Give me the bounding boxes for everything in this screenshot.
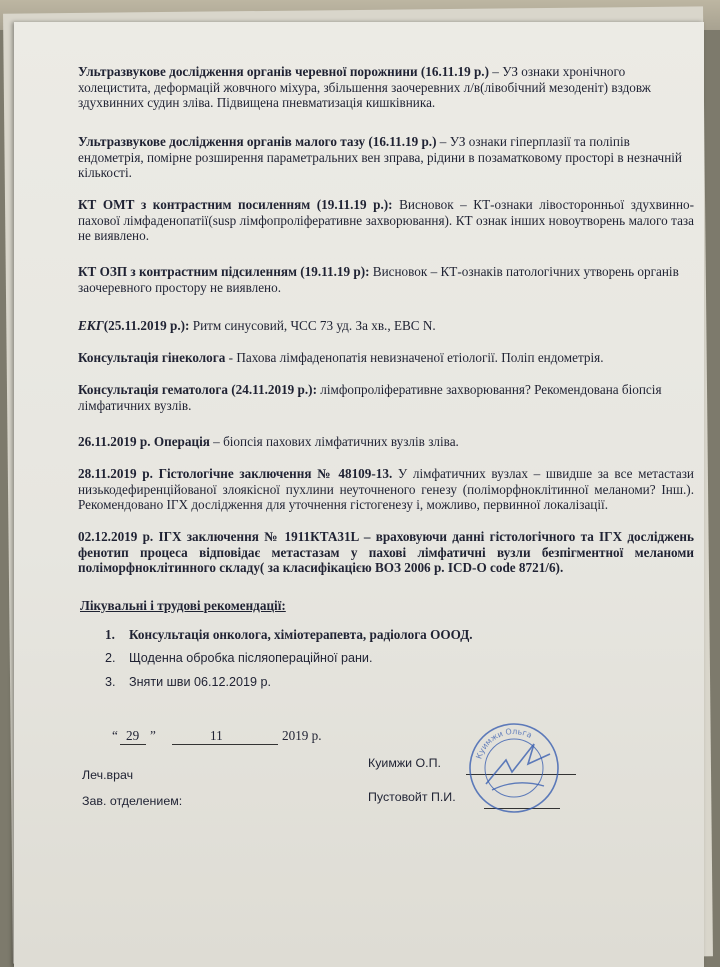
date-month: 11 bbox=[210, 728, 223, 743]
paragraph-ct-pelvis bbox=[78, 197, 694, 244]
doctor-name: Куимжи О.П. bbox=[368, 756, 441, 770]
section-text: – УЗ ознаки гіперплазії та поліпів ендометрія, помірне розширення параметральних вен зправа, рідини в позаматковому просторі в незначній кількості. bbox=[78, 134, 682, 180]
section-text: лімфопроліферативне захворювання? Рекомендована біопсія лімфатичних вузлів. bbox=[78, 382, 662, 413]
section-text: – біопсія пахових лімфатичних вузлів зліва. bbox=[209, 434, 459, 449]
recommendation-number: 1. bbox=[105, 627, 115, 642]
date-day-underline bbox=[120, 744, 146, 745]
recommendation-number: 2. bbox=[105, 651, 116, 665]
paragraph-operation bbox=[78, 434, 694, 450]
paragraph-ecg bbox=[78, 318, 694, 334]
section-text: Висновок – КТ-ознаків патологічних утворень органів заочеревного простору не виявлено. bbox=[78, 264, 679, 295]
date-day: 29 bbox=[126, 728, 140, 743]
recommendation-item bbox=[105, 651, 372, 665]
head-of-department-name: Пустовойт П.И. bbox=[368, 790, 456, 804]
paragraph-hematologist bbox=[78, 382, 694, 413]
paragraph-pelvic-ultrasound bbox=[78, 134, 694, 181]
stamp-text: Куимжи Ольга bbox=[474, 726, 534, 761]
section-date: (25.11.2019 р.): bbox=[103, 318, 190, 333]
paragraph-ihc bbox=[78, 529, 694, 576]
doctor-label: Леч.врач bbox=[82, 768, 134, 782]
section-heading: ЕКГ bbox=[78, 318, 104, 333]
recommendation-text: Зняти шви 06.12.2019 р. bbox=[129, 675, 272, 689]
head-of-department-label: Зав. отделением: bbox=[82, 794, 183, 808]
section-text: - Пахова лімфаденопатія невизначеної етіології. Поліп ендометрія. bbox=[225, 350, 604, 365]
paragraph-abdominal-ultrasound bbox=[78, 64, 694, 111]
section-heading: КТ ОМТ з контрастним посиленням (19.11.19 р.): bbox=[78, 197, 393, 212]
section-text: Ритм синусовий, ЧСС 73 уд. За хв., ЕВС N. bbox=[189, 318, 436, 333]
section-text: – УЗ ознаки хронічного холециститa, деформацій жовчного міхура, збільшення заочеревних л/в(лівобічний мезоденіт) вздовж здухвинних судин зліва. Підвищена пневматизація кишківника. bbox=[78, 64, 651, 110]
paragraph-ct-retroperitoneum bbox=[78, 264, 694, 295]
section-heading: Ультразвукове дослідження органів черевної порожнини (16.11.19 р.) bbox=[78, 64, 489, 79]
recommendation-text: Щоденна обробка післяопераційної рани. bbox=[129, 651, 373, 665]
doctor-stamp-icon bbox=[466, 720, 562, 816]
section-text: У лімфатичних вузлах – швидше за все метастази низькодефиренційованої злоякісної пухлини неуточненого генезу (поліморфноклітинної меланоми? Інш.). Рекомендовано ІГХ дослідження для уточнення гістогенезу і, можливо, первинної локалізації. bbox=[78, 466, 694, 512]
date-close-quote: ” bbox=[150, 728, 156, 743]
paragraph-histology bbox=[78, 466, 694, 513]
recommendations-title: Лікувальні і трудові рекомендації: bbox=[80, 598, 286, 613]
section-heading: 26.11.2019 р. Операція bbox=[78, 434, 210, 449]
section-heading: Консультація гінеколога bbox=[78, 350, 226, 365]
document-page bbox=[14, 22, 704, 967]
recommendation-item bbox=[105, 627, 473, 643]
section-heading: Консультація гематолога (24.11.2019 р.): bbox=[78, 382, 317, 397]
section-text: Висновок – КТ-ознаки лівосторонньої здухвинно-пахової лімфаденопатії(susp лімфопроліферативне захворювання). КТ ознак інших новоутворень малого таза не виявлено. bbox=[78, 197, 694, 243]
date-open-quote: “ bbox=[112, 728, 118, 743]
recommendation-number: 3. bbox=[105, 675, 116, 689]
date-month-underline bbox=[172, 744, 278, 745]
section-text: 02.12.2019 р. ІГХ заключення № 1911КТА31L – враховуючи данні гістологічного та ІГХ досліджень фенотип процеса відповідає метастазам у пахові лімфатичні вузли безпігментної меланоми поліморфноклітинного складу( за класифікацією ВОЗ 2006 р. ICD-O code 8721/6). bbox=[78, 529, 694, 575]
recommendation-item bbox=[105, 675, 271, 689]
date-year: 2019 р. bbox=[282, 728, 322, 743]
paragraph-gynecologist bbox=[78, 350, 694, 366]
section-heading: КТ ОЗП з контрастним підсиленням (19.11.19 р): bbox=[78, 264, 370, 279]
recommendation-text: Консультація онколога, хіміотерапевта, радіолога ОООД. bbox=[129, 627, 473, 642]
section-heading: 28.11.2019 р. Гістологічне заключення № 48109-13. bbox=[78, 466, 393, 481]
section-heading: Ультразвукове дослідження органів малого тазу (16.11.19 р.) bbox=[78, 134, 437, 149]
